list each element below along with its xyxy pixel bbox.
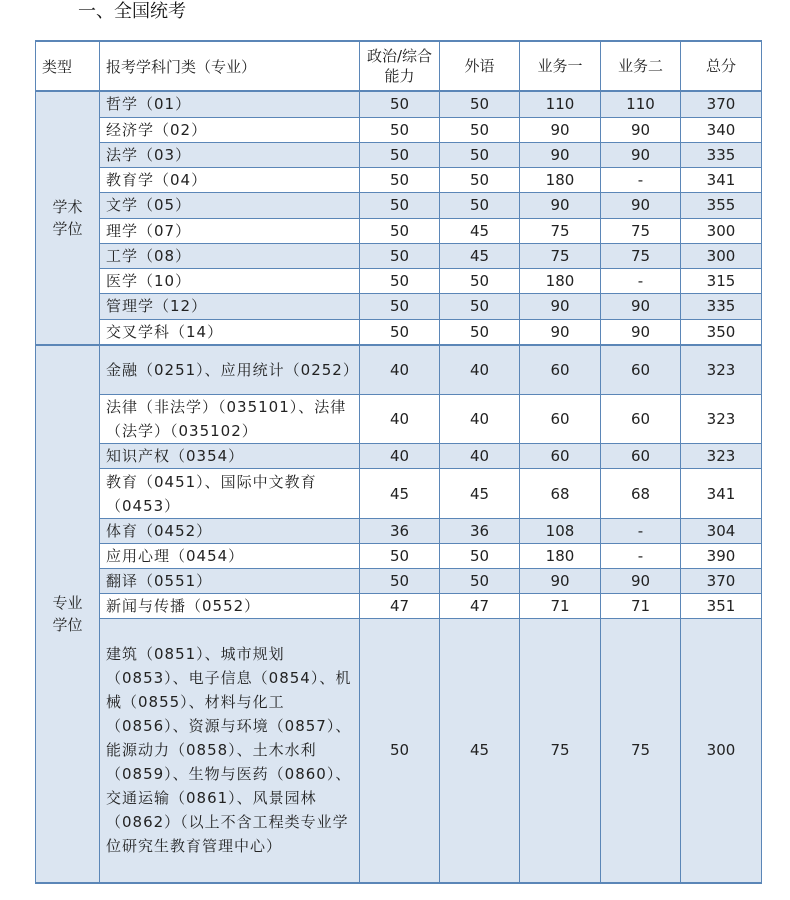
table-row [36, 544, 762, 569]
biz2-cell: 75 [601, 243, 681, 268]
biz2-cell: 90 [601, 192, 681, 218]
subject-cell: 工学（08） [100, 243, 360, 268]
subject-cell: 知识产权（0354） [100, 444, 360, 469]
biz2-cell: 90 [601, 117, 681, 142]
biz2-cell: 68 [601, 469, 681, 519]
academic-category: 学术学位 [36, 91, 100, 345]
total-cell: 323 [681, 444, 762, 469]
politics-cell: 50 [360, 243, 440, 268]
biz1-cell: 60 [520, 345, 601, 395]
biz1-cell: 90 [520, 117, 601, 142]
subject-cell: 教育学（04） [100, 167, 360, 192]
foreign-cell: 45 [440, 469, 520, 519]
politics-cell: 40 [360, 345, 440, 395]
biz1-cell: 75 [520, 218, 601, 243]
biz2-cell: 90 [601, 142, 681, 167]
subject-cell: 法学（03） [100, 142, 360, 167]
politics-cell: 50 [360, 142, 440, 167]
table-row [36, 117, 762, 142]
biz1-cell: 180 [520, 544, 601, 569]
table-row [36, 519, 762, 544]
politics-cell: 50 [360, 268, 440, 293]
biz1-cell: 90 [520, 293, 601, 319]
table-row [36, 569, 762, 594]
foreign-cell: 45 [440, 243, 520, 268]
subject-cell: 教育（0451）、国际中文教育（0453） [100, 469, 360, 519]
subject-cell: 金融（0251）、应用统计（0252） [100, 345, 360, 395]
subject-cell: 法律（非法学）（035101）、法律（法学）（035102） [100, 395, 360, 444]
politics-cell: 40 [360, 395, 440, 444]
politics-cell: 50 [360, 192, 440, 218]
politics-cell: 45 [360, 469, 440, 519]
politics-cell: 50 [360, 293, 440, 319]
politics-cell: 47 [360, 594, 440, 619]
total-cell: 323 [681, 395, 762, 444]
foreign-cell: 47 [440, 594, 520, 619]
politics-cell: 40 [360, 444, 440, 469]
politics-cell: 36 [360, 519, 440, 544]
total-cell: 350 [681, 319, 762, 345]
table-row [36, 142, 762, 167]
table-row [36, 345, 762, 395]
table-body [36, 91, 762, 883]
table-row [36, 268, 762, 293]
foreign-cell: 50 [440, 91, 520, 117]
table-row [36, 444, 762, 469]
biz2-cell: 90 [601, 293, 681, 319]
foreign-cell: 50 [440, 544, 520, 569]
table-row [36, 192, 762, 218]
foreign-cell: 50 [440, 117, 520, 142]
table-row [36, 319, 762, 345]
politics-cell: 50 [360, 218, 440, 243]
politics-cell: 50 [360, 544, 440, 569]
score-table [35, 40, 762, 884]
subject-cell: 翻译（0551） [100, 569, 360, 594]
foreign-cell: 45 [440, 619, 520, 883]
biz2-cell: 75 [601, 218, 681, 243]
table-row [36, 218, 762, 243]
header-politics: 政治/综合能力 [360, 41, 440, 91]
biz2-cell: 60 [601, 444, 681, 469]
total-cell: 355 [681, 192, 762, 218]
total-cell: 300 [681, 243, 762, 268]
biz2-cell: 90 [601, 569, 681, 594]
section-heading: 一、全国统考 [78, 1, 186, 22]
biz1-cell: 90 [520, 192, 601, 218]
biz1-cell: 90 [520, 319, 601, 345]
total-cell: 370 [681, 569, 762, 594]
total-cell: 300 [681, 218, 762, 243]
header-subject: 报考学科门类（专业） [100, 41, 360, 91]
biz1-cell: 180 [520, 268, 601, 293]
biz2-cell: 60 [601, 345, 681, 395]
foreign-cell: 50 [440, 142, 520, 167]
foreign-cell: 50 [440, 167, 520, 192]
total-cell: 340 [681, 117, 762, 142]
subject-cell: 经济学（02） [100, 117, 360, 142]
table-row [36, 293, 762, 319]
total-cell: 335 [681, 293, 762, 319]
foreign-cell: 40 [440, 395, 520, 444]
total-cell: 341 [681, 167, 762, 192]
header-foreign: 外语 [440, 41, 520, 91]
foreign-cell: 50 [440, 319, 520, 345]
subject-cell: 建筑（0851）、城市规划（0853）、电子信息（0854）、机械（0855）、材料与化工（0856）、资源与环境（0857）、能源动力（0858）、土木水利（0859）、生物与医药（0860）、交通运输（0861）、风景园林（0862）（以上不含工程类专业学位研究生教育管理中心） [100, 619, 360, 883]
politics-cell: 50 [360, 167, 440, 192]
subject-cell: 文学（05） [100, 192, 360, 218]
politics-cell: 50 [360, 569, 440, 594]
professional-category: 专业学位 [36, 345, 100, 883]
biz1-cell: 71 [520, 594, 601, 619]
total-cell: 323 [681, 345, 762, 395]
politics-cell: 50 [360, 117, 440, 142]
biz1-cell: 180 [520, 167, 601, 192]
subject-cell: 交叉学科（14） [100, 319, 360, 345]
biz2-cell: - [601, 167, 681, 192]
politics-cell: 50 [360, 619, 440, 883]
politics-cell: 50 [360, 319, 440, 345]
subject-cell: 应用心理（0454） [100, 544, 360, 569]
biz1-cell: 108 [520, 519, 601, 544]
biz1-cell: 90 [520, 569, 601, 594]
table-row [36, 594, 762, 619]
politics-cell: 50 [360, 91, 440, 117]
biz1-cell: 110 [520, 91, 601, 117]
biz2-cell: 75 [601, 619, 681, 883]
foreign-cell: 50 [440, 293, 520, 319]
biz2-cell: 90 [601, 319, 681, 345]
biz2-cell: - [601, 519, 681, 544]
subject-cell: 哲学（01） [100, 91, 360, 117]
biz1-cell: 90 [520, 142, 601, 167]
total-cell: 300 [681, 619, 762, 883]
table-row [36, 469, 762, 519]
biz1-cell: 60 [520, 395, 601, 444]
table-row [36, 619, 762, 883]
biz1-cell: 75 [520, 619, 601, 883]
total-cell: 304 [681, 519, 762, 544]
table-row [36, 167, 762, 192]
subject-cell: 理学（07） [100, 218, 360, 243]
header-biz1: 业务一 [520, 41, 601, 91]
table-row [36, 243, 762, 268]
foreign-cell: 45 [440, 218, 520, 243]
biz1-cell: 68 [520, 469, 601, 519]
total-cell: 351 [681, 594, 762, 619]
total-cell: 390 [681, 544, 762, 569]
biz1-cell: 75 [520, 243, 601, 268]
biz2-cell: 110 [601, 91, 681, 117]
foreign-cell: 50 [440, 569, 520, 594]
header-total: 总分 [681, 41, 762, 91]
foreign-cell: 40 [440, 345, 520, 395]
total-cell: 335 [681, 142, 762, 167]
foreign-cell: 40 [440, 444, 520, 469]
subject-cell: 体育（0452） [100, 519, 360, 544]
table-row [36, 395, 762, 444]
biz2-cell: - [601, 544, 681, 569]
foreign-cell: 50 [440, 268, 520, 293]
biz2-cell: - [601, 268, 681, 293]
subject-cell: 管理学（12） [100, 293, 360, 319]
total-cell: 341 [681, 469, 762, 519]
biz2-cell: 71 [601, 594, 681, 619]
total-cell: 370 [681, 91, 762, 117]
table-row [36, 91, 762, 117]
header-type: 类型 [36, 41, 100, 91]
total-cell: 315 [681, 268, 762, 293]
biz2-cell: 60 [601, 395, 681, 444]
subject-cell: 新闻与传播（0552） [100, 594, 360, 619]
header-row [36, 41, 762, 91]
foreign-cell: 36 [440, 519, 520, 544]
foreign-cell: 50 [440, 192, 520, 218]
header-biz2: 业务二 [601, 41, 681, 91]
subject-cell: 医学（10） [100, 268, 360, 293]
biz1-cell: 60 [520, 444, 601, 469]
